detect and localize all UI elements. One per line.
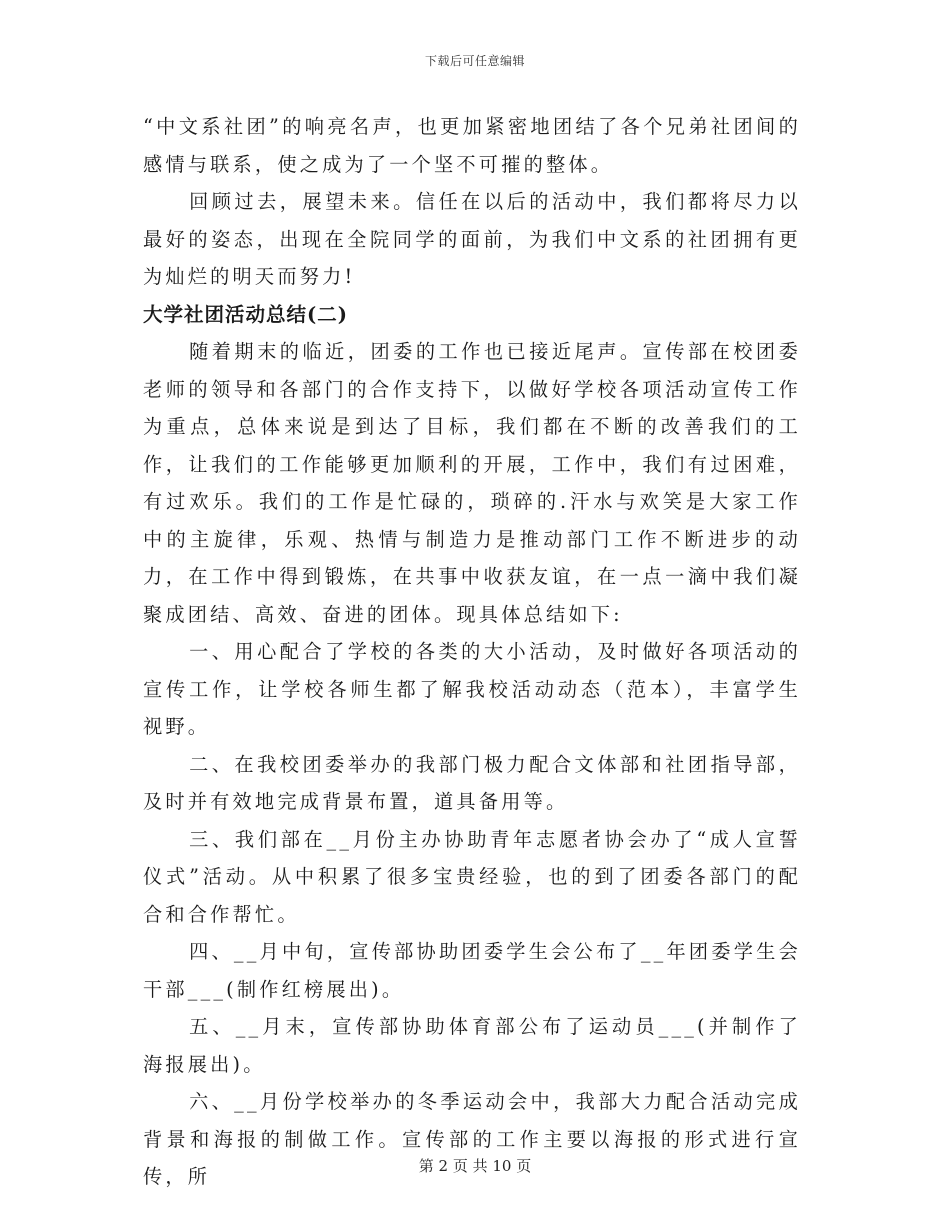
- page-footer-number: 第 2 页 共 10 页: [418, 1157, 532, 1175]
- paragraph-continuation: “中文系社团”的响亮名声，也更加紧密地团结了各个兄弟社团间的感情与联系，使之成为了一个坚不可摧的整体。: [143, 115, 801, 176]
- paragraph-item-4: 四、__月中旬，宣传部协助团委学生会公布了__年团委学生会干部___(制作红榜展出)。: [143, 940, 801, 1001]
- paragraph-item-1: 一、用心配合了学校的各类的大小活动，及时做好各项活动的宣传工作，让学校各师生都了解我校活动动态（范本），丰富学生视野。: [143, 640, 801, 738]
- paragraph-item-5: 五、__月末，宣传部协助体育部公布了运动员___(并制作了海报展出)。: [143, 1015, 801, 1076]
- section-title: 大学社团活动总结(二): [143, 302, 348, 326]
- paragraph-item-2: 二、在我校团委举办的我部门极力配合文体部和社团指导部，及时并有效地完成背景布置，道具备用等。: [143, 752, 801, 813]
- paragraph-item-3: 三、我们部在__月份主办协助青年志愿者协会办了“成人宣誓仪式”活动。从中积累了很多宝贵经验，也的到了团委各部门的配合和合作帮忙。: [143, 827, 801, 926]
- document-body: [143, 108, 801, 1196]
- paragraph-closing: 回顾过去，展望未来。信任在以后的活动中，我们都将尽力以最好的姿态，出现在全院同学的面前，为我们中文系的社团拥有更为灿烂的明天而努力!: [143, 190, 801, 288]
- page-header-note: 下载后可任意编辑: [424, 54, 525, 68]
- paragraph-intro: 随着期末的临近，团委的工作也已接近尾声。宣传部在校团委老师的领导和各部门的合作支持下，以做好学校各项活动宣传工作为重点，总体来说是到达了目标，我们都在不断的改善我们的工作，让我们的工作能够更加顺利的开展，工作中，我们有过困难，有过欢乐。我们的工作是忙碌的，琐碎的.汗水与欢笑是大家工作中的主旋律，乐观、热情与制造力是推动部门工作不断进步的动力，在工作中得到锻炼，在共事中收获友谊，在一点一滴中我们凝聚成团结、高效、奋进的团体。现具体总结如下:: [143, 340, 801, 626]
- paragraph-item-6: 六、__月份学校举办的冬季运动会中，我部大力配合活动完成背景和海报的制做工作。宣传部的工作主要以海报的形式进行宣传，所: [143, 1090, 801, 1188]
